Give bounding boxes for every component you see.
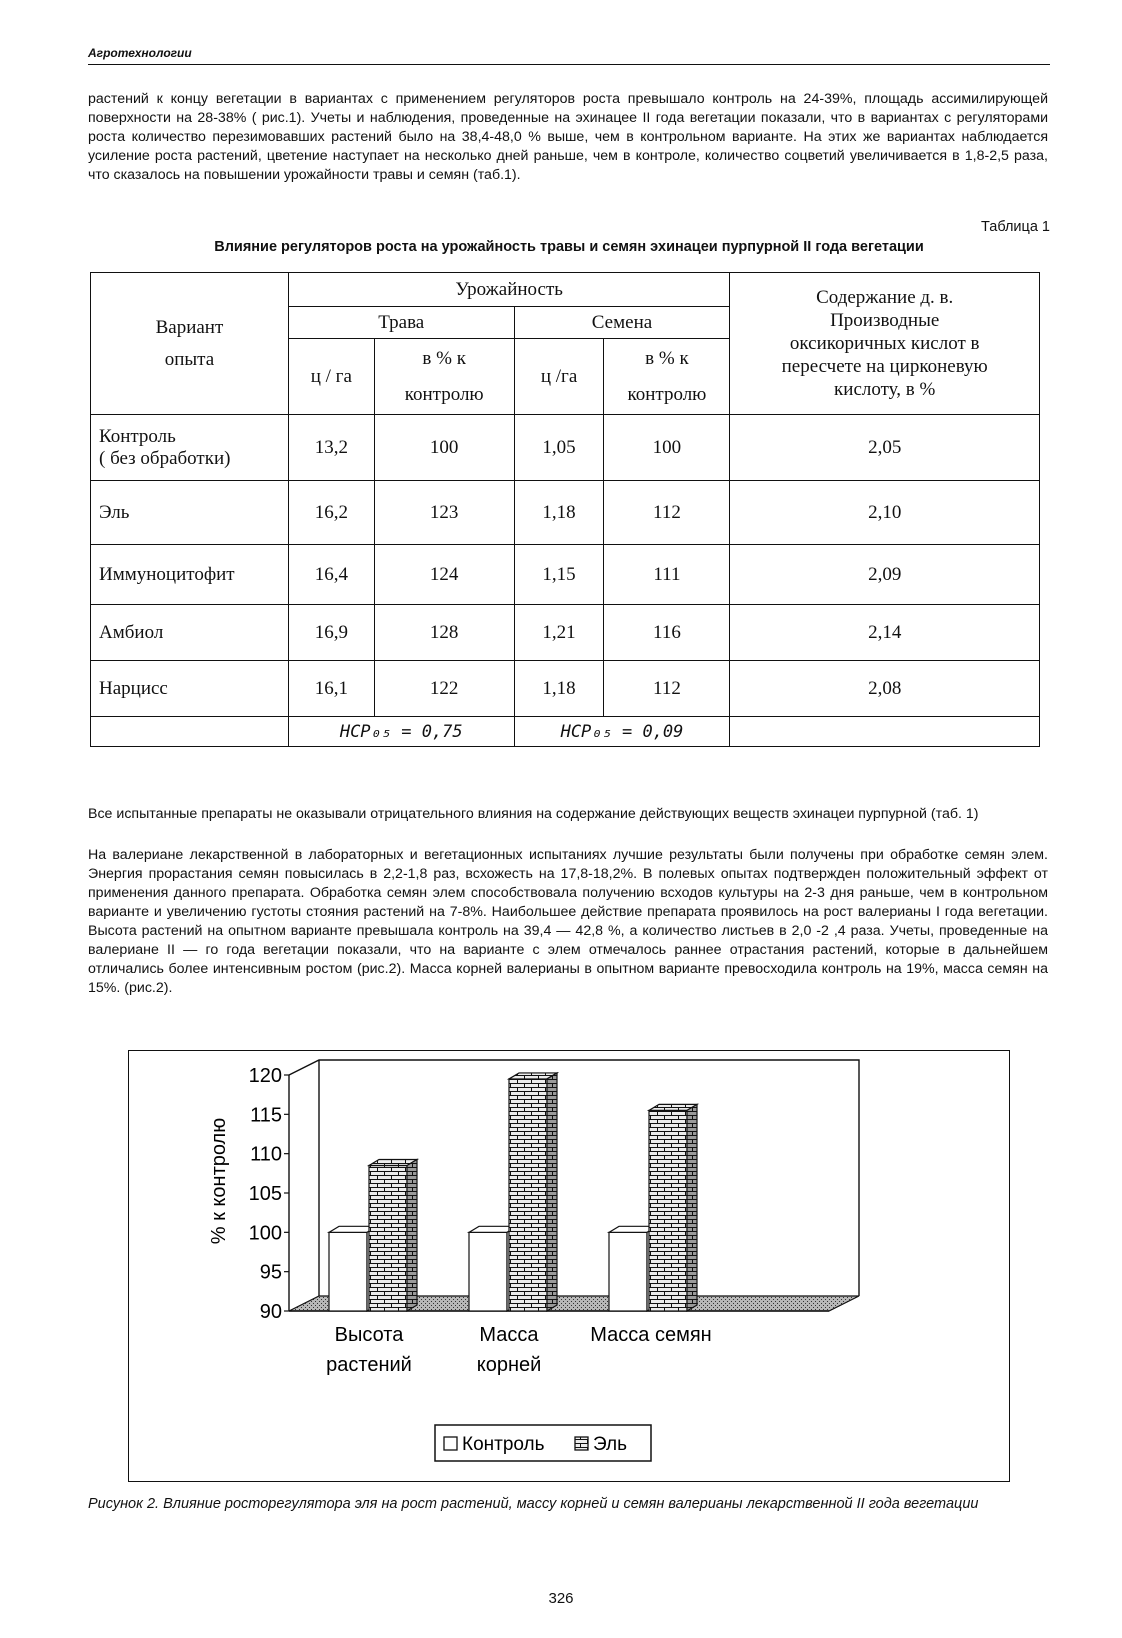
lsd-empty-cell (730, 717, 1040, 747)
y-tick-label: 110 (250, 1143, 282, 1166)
header-herb: Трава (288, 307, 514, 339)
header-seed-pct-line1: в % к (645, 347, 689, 369)
legend-label-control: Контроль (462, 1434, 545, 1455)
cell-seed-pct: 111 (604, 545, 730, 605)
legend-label-el: Эль (593, 1434, 628, 1455)
cell-herb-yield: 16,9 (288, 605, 374, 661)
cell-seed-yield: 1,05 (514, 415, 604, 481)
header-herb-pct (374, 339, 514, 415)
header-content-line1: Содержание д. в. (816, 287, 954, 308)
page-number: 326 (548, 1590, 574, 1607)
cell-seed-yield: 1,15 (514, 545, 604, 605)
row-variant-name: Эль (91, 481, 289, 545)
row-variant-name: Нарцисс (91, 661, 289, 717)
cell-seed-yield: 1,18 (514, 481, 604, 545)
x-category-label: растений (326, 1354, 412, 1376)
table-row (91, 545, 1040, 605)
header-content-line2: Производные (830, 310, 940, 331)
x-category-label: корней (476, 1354, 542, 1376)
bar-chart (129, 1051, 1009, 1481)
lsd-empty-cell (91, 717, 289, 747)
cell-content: 2,14 (730, 605, 1040, 661)
legend-swatch-control (444, 1437, 457, 1450)
y-tick-label: 120 (248, 1065, 282, 1087)
bar-control-front (329, 1232, 367, 1311)
bar-el-side (407, 1159, 417, 1311)
header-seed-yield: ц /га (514, 339, 604, 415)
paragraph-intro: растений к концу вегетации в вариантах с применением регуляторов роста превышало контроль на 24-39%, площадь ассимилирующей поверхности на 28-38% ( рис.1). Учеты и наблюдения, проведенные на эхинацее II года вегетации показали, что в вариантах с регуляторами роста количество перезимовавших растений было на 38,4-48,0 % выше, чем в контрольном варианте. На этих же вариантах наблюдается усиление роста растений, цветение наступает на несколько дней раньше, чем в контроле, количество соцветий увеличивается в 1,8-2,5 раза, что сказалось на повышении урожайности травы и семян (таб.1). (88, 91, 1048, 183)
yield-table (90, 272, 1040, 747)
header-content-line5: кислоту, в % (834, 379, 936, 400)
row-variant-name (91, 415, 289, 481)
lsd-row (91, 717, 1040, 747)
y-axis-label: % к контролю (208, 1117, 230, 1245)
bar-el-front (509, 1079, 547, 1311)
cell-herb-yield: 13,2 (288, 415, 374, 481)
y-tick-label: 95 (259, 1261, 282, 1284)
cell-herb-pct: 124 (374, 545, 514, 605)
cell-content: 2,08 (730, 661, 1040, 717)
cell-seed-pct: 112 (604, 481, 730, 545)
row-variant-line1: Контроль (99, 425, 176, 447)
header-seeds: Семена (514, 307, 730, 339)
cell-herb-pct: 128 (374, 605, 514, 661)
header-herb-yield: ц / га (288, 339, 374, 415)
y-tick-label: 105 (248, 1183, 282, 1205)
table-row (91, 481, 1040, 545)
x-category-label: Масса (479, 1324, 539, 1346)
figure-frame (128, 1050, 1010, 1482)
cell-seed-pct: 112 (604, 661, 730, 717)
table-row (91, 605, 1040, 661)
table-label: Таблица 1 (981, 219, 1050, 235)
y-ticks (249, 1065, 289, 1323)
y-tick-label: 115 (250, 1104, 282, 1127)
row-variant-line2: ( без обработки) (99, 447, 231, 469)
paragraph-valerian: На валериане лекарственной в лабораторных и вегетационных испытаниях лучшие результаты были получены при обработке семян элем. Энергия прорастания семян повысилась в 2,2-1,8 раз, всхожесть на 17,8-18,2%. В полевых опытах подтвержден положительный эффект от применения данного препарата. Обработка семян элем способствовала получению всходов культуры на 2-3 дня раньше, чем в контрольном варианте и увеличению густоты стояния растений на 7-8%. Наибольшее действие препарата проявилось на рост валерианы I года вегетации. Высота растений на опытном варианте превышала контроль на 39,4 — 42,8 %, а количество листьев в 2,0 -2 ,4 раза. Учеты, проведенные на валериане II — го года вегетации показали, что на варианте с элем отмечалось раннее отрастания растений, которые в дальнейшем отличались более интенсивным ростом (рис.2). Масса корней валерианы в опытном варианте превосходила контроль на 19%, масса семян на 15%. (рис.2). (88, 847, 1048, 996)
header-content-line4: пересчете на цирконевую (781, 356, 988, 377)
lsd-seed: НСР₀₅ = 0,09 (514, 717, 730, 747)
y-tick-label: 90 (259, 1301, 282, 1323)
cell-seed-pct: 116 (604, 605, 730, 661)
bar-el-side (547, 1073, 557, 1311)
table-row (91, 415, 1040, 481)
legend (435, 1425, 651, 1461)
bar-el-front (649, 1110, 687, 1311)
header-content (730, 273, 1040, 415)
legend-swatch-el (575, 1437, 588, 1450)
x-category-label: Масса семян (590, 1324, 712, 1346)
table-title: Влияние регуляторов роста на урожайность травы и семян эхинацеи пурпурной II года вегетации (214, 239, 924, 255)
x-labels (326, 1324, 712, 1376)
cell-herb-yield: 16,2 (288, 481, 374, 545)
header-yield: Урожайность (288, 273, 730, 307)
header-content-line3: оксикоричных кислот в (789, 333, 980, 354)
header-seed-pct-line2: контролю (627, 383, 707, 405)
bar-control-front (609, 1232, 647, 1311)
cell-herb-pct: 122 (374, 661, 514, 717)
table-row (91, 661, 1040, 717)
bars (329, 1073, 697, 1311)
row-variant-name: Иммуноцитофит (91, 545, 289, 605)
y-tick-label: 100 (248, 1222, 282, 1245)
cell-herb-yield: 16,1 (288, 661, 374, 717)
header-variant (91, 273, 289, 415)
cell-seed-yield: 1,18 (514, 661, 604, 717)
figure-caption: Рисунок 2. Влияние росторегулятора эля на рост растений, массу корней и семян валерианы лекарственной II года вегетации (88, 1496, 979, 1512)
cell-seed-yield: 1,21 (514, 605, 604, 661)
cell-content: 2,10 (730, 481, 1040, 545)
paragraph-no-negative-effect: Все испытанные препараты не оказывали отрицательного влияния на содержание действующих веществ эхинацеи пурпурной (таб. 1) (88, 806, 979, 822)
cell-seed-pct: 100 (604, 415, 730, 481)
lsd-herb: НСР₀₅ = 0,75 (288, 717, 514, 747)
cell-content: 2,09 (730, 545, 1040, 605)
cell-content: 2,05 (730, 415, 1040, 481)
x-category-label: Высота (334, 1324, 404, 1346)
bar-el-front (369, 1165, 407, 1311)
header-rule (88, 64, 1050, 65)
running-head: Агротехнологии (88, 46, 192, 60)
bar-control-front (469, 1232, 507, 1311)
header-herb-pct-line1: в % к (422, 347, 466, 369)
header-variant-line2: опыта (164, 348, 215, 370)
cell-herb-yield: 16,4 (288, 545, 374, 605)
bar-el-side (687, 1104, 697, 1311)
cell-herb-pct: 100 (374, 415, 514, 481)
header-variant-line1: Вариант (155, 316, 224, 338)
header-herb-pct-line2: контролю (404, 383, 484, 405)
header-seed-pct (604, 339, 730, 415)
cell-herb-pct: 123 (374, 481, 514, 545)
row-variant-name: Амбиол (91, 605, 289, 661)
